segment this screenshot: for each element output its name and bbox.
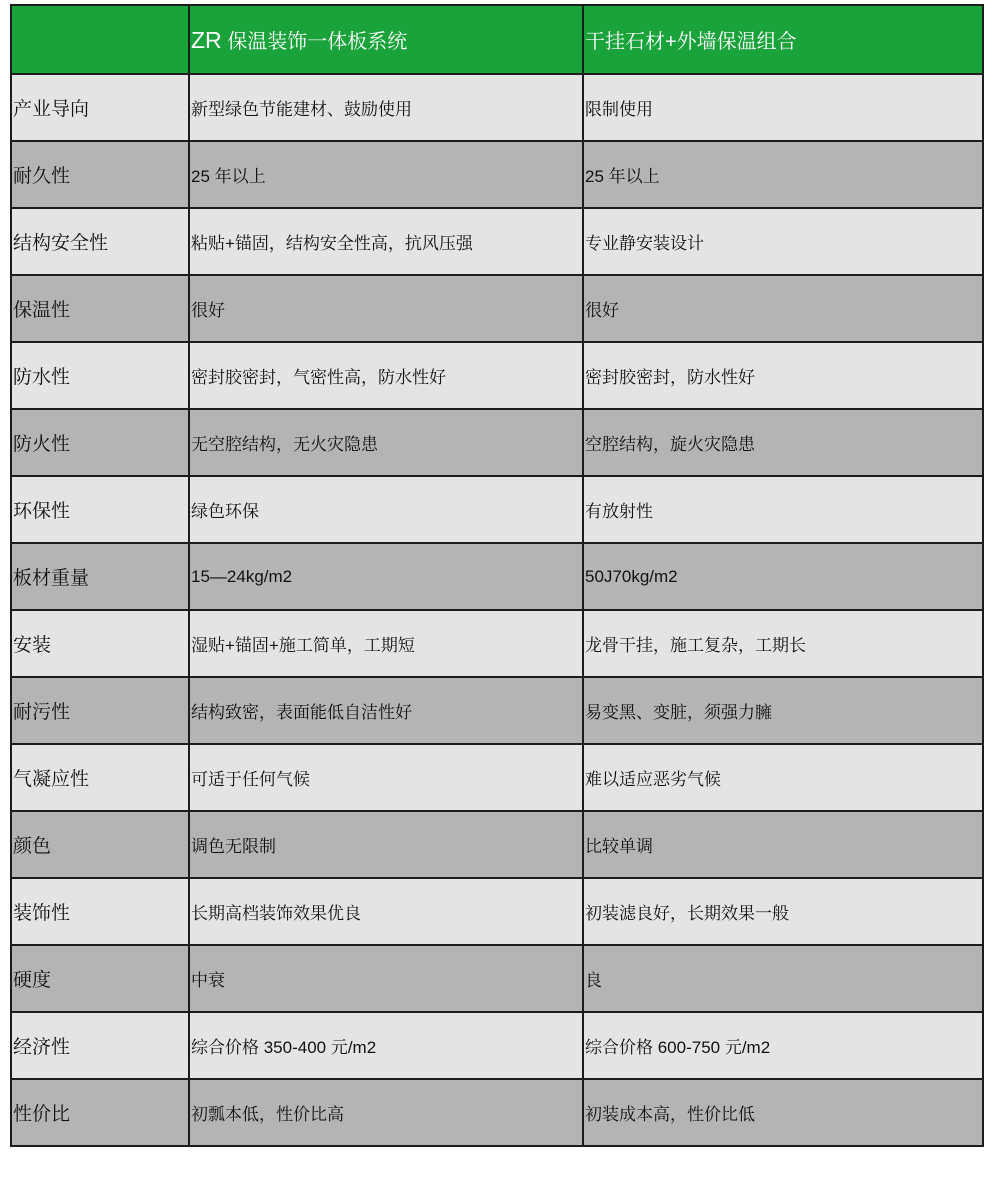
row-label: 硬度	[11, 945, 189, 1012]
stone-value: 难以适应恶劣气候	[583, 744, 983, 811]
table-row	[11, 744, 983, 811]
table-row	[11, 945, 983, 1012]
header-zr-system	[189, 5, 583, 74]
header-zr-prefix: ZR	[191, 27, 222, 53]
table-row	[11, 1012, 983, 1079]
zr-value: 很好	[189, 275, 583, 342]
zr-value: 综合价格 350-400 元/m2	[189, 1012, 583, 1079]
stone-value: 限制使用	[583, 74, 983, 141]
table-row	[11, 208, 983, 275]
header-stone-system: 干挂石材+外墙保温组合	[583, 5, 983, 74]
table-row	[11, 342, 983, 409]
stone-value: 50J70kg/m2	[583, 543, 983, 610]
zr-value: 15—24kg/m2	[189, 543, 583, 610]
zr-value: 无空腔结构，无火灾隐患	[189, 409, 583, 476]
header-zr-title: 保温装饰一体板系统	[221, 31, 408, 53]
table-row	[11, 610, 983, 677]
zr-value: 调色无限制	[189, 811, 583, 878]
stone-value: 易变黑、变脏，须强力臃	[583, 677, 983, 744]
row-label: 气凝应性	[11, 744, 189, 811]
header-empty-cell	[11, 5, 189, 74]
table-row	[11, 677, 983, 744]
table-row	[11, 141, 983, 208]
stone-value: 25 年以上	[583, 141, 983, 208]
stone-value: 龙骨干挂，施工复杂，工期长	[583, 610, 983, 677]
row-label: 性价比	[11, 1079, 189, 1146]
table-row	[11, 409, 983, 476]
stone-value: 初装成本高，性价比低	[583, 1079, 983, 1146]
stone-value: 初装滤良好，长期效果一般	[583, 878, 983, 945]
row-label: 板材重量	[11, 543, 189, 610]
zr-value: 25 年以上	[189, 141, 583, 208]
stone-value: 专业静安装设计	[583, 208, 983, 275]
table-row	[11, 811, 983, 878]
table-row	[11, 1079, 983, 1146]
zr-value: 粘贴+锚固，结构安全性高，抗风压强	[189, 208, 583, 275]
row-label: 耐久性	[11, 141, 189, 208]
stone-value: 空腔结构，旋火灾隐患	[583, 409, 983, 476]
zr-value: 中衰	[189, 945, 583, 1012]
row-label: 保温性	[11, 275, 189, 342]
stone-value: 良	[583, 945, 983, 1012]
zr-value: 湿贴+锚固+施工简单，工期短	[189, 610, 583, 677]
row-label: 经济性	[11, 1012, 189, 1079]
stone-value: 综合价格 600-750 元/m2	[583, 1012, 983, 1079]
table-header-row	[11, 5, 983, 74]
stone-value: 比较单调	[583, 811, 983, 878]
comparison-table	[10, 4, 984, 1147]
table-row	[11, 74, 983, 141]
row-label: 防火性	[11, 409, 189, 476]
row-label: 环保性	[11, 476, 189, 543]
zr-value: 密封胶密封，气密性高，防水性好	[189, 342, 583, 409]
row-label: 产业导向	[11, 74, 189, 141]
row-label: 耐污性	[11, 677, 189, 744]
zr-value: 初瓢本低，性价比高	[189, 1079, 583, 1146]
stone-value: 很好	[583, 275, 983, 342]
table-row	[11, 878, 983, 945]
row-label: 装饰性	[11, 878, 189, 945]
stone-value: 有放射性	[583, 476, 983, 543]
zr-value: 结构致密，表面能低自洁性好	[189, 677, 583, 744]
table-row	[11, 476, 983, 543]
zr-value: 长期高档装饰效果优良	[189, 878, 583, 945]
stone-value: 密封胶密封，防水性好	[583, 342, 983, 409]
zr-value: 绿色环保	[189, 476, 583, 543]
table-row	[11, 543, 983, 610]
zr-value: 可适于任何气候	[189, 744, 583, 811]
table-row	[11, 275, 983, 342]
row-label: 结构安全性	[11, 208, 189, 275]
zr-value: 新型绿色节能建材、鼓励使用	[189, 74, 583, 141]
row-label: 防水性	[11, 342, 189, 409]
row-label: 安装	[11, 610, 189, 677]
row-label: 颜色	[11, 811, 189, 878]
